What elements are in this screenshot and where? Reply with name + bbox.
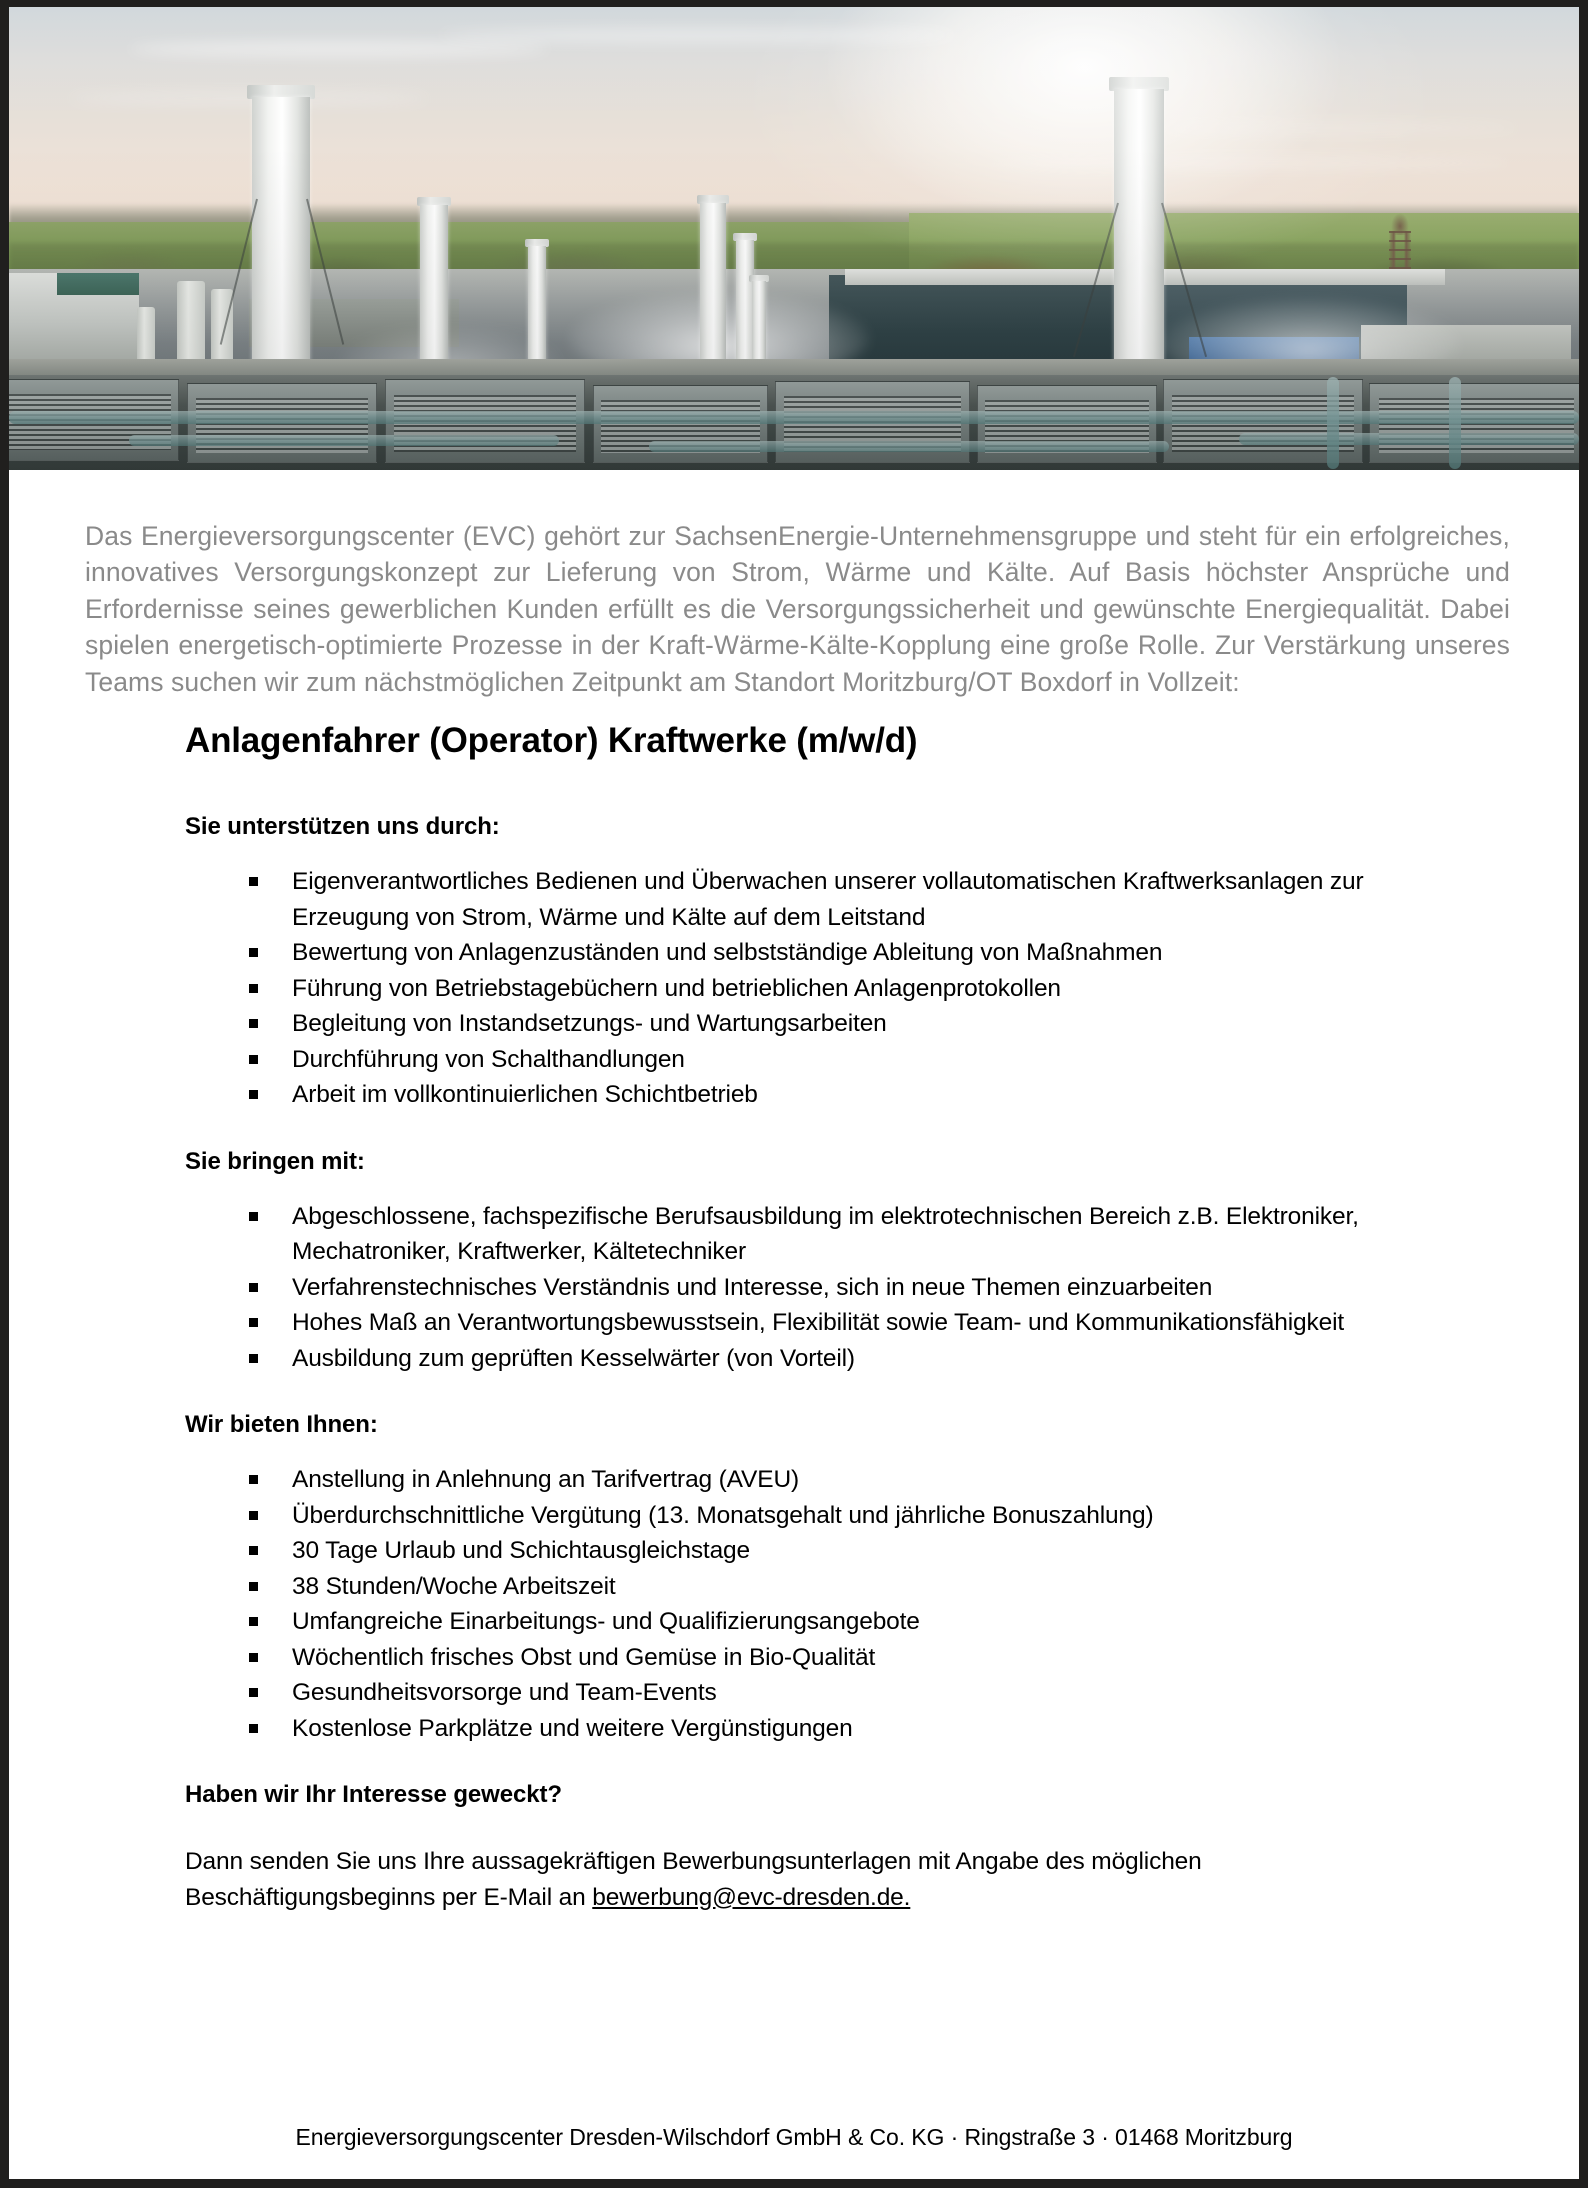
list-item-text: Führung von Betriebstagebüchern und betrieblichen Anlagenprotokollen [292, 974, 1061, 1002]
spacer [185, 1113, 1455, 1147]
list-item-text: Anstellung in Anlehnung an Tarifvertrag (AVEU) [292, 1466, 799, 1493]
list-item [185, 1711, 1455, 1747]
square-bullet-icon [249, 1475, 258, 1484]
square-bullet-icon [249, 1511, 258, 1520]
square-bullet-icon [249, 984, 258, 993]
smokestack [1114, 89, 1164, 399]
process-pipe [9, 411, 1579, 424]
square-bullet-icon [249, 1724, 258, 1733]
list-item [185, 1498, 1455, 1534]
section-heading-benefits: Wir bieten Ihnen: [185, 1411, 378, 1438]
process-pipe-vertical [1449, 377, 1461, 469]
list-item-text: Wöchentlich frisches Obst und Gemüse in Bio-Qualität [292, 1643, 876, 1671]
list-item [185, 1341, 1455, 1377]
intro-paragraph: Das Energieversorgungscenter (EVC) gehört zur SachsenEnergie-Unternehmensgruppe und steht für ein erfolgreiches, innovatives Versorgungskonzept zur Lieferung von Strom, Wärme und Kälte. Auf Basis höchster Ansprüche und Erfordernisse seines gewerblichen Kunden erfüllt es die Versorgungssicherheit und gewünschte Energiequalität. Dabei spielen energetisch-optimierte Prozesse in der Kraft-Wärme-Kälte-Kopplung eine große Rolle. Zur Verstärkung unseres Teams suchen wir zum nächstmöglichen Zeitpunkt am Standort Moritzburg/OT Boxdorf in Vollzeit: [85, 520, 1510, 697]
square-bullet-icon [249, 1019, 258, 1028]
silo [177, 281, 205, 361]
process-pipe-vertical [1327, 377, 1339, 469]
square-bullet-icon [249, 877, 258, 886]
list-item-text: Durchführung von Schalthandlungen [292, 1045, 685, 1073]
square-bullet-icon [249, 1212, 258, 1221]
list-item [185, 864, 1455, 935]
list-item-text: 38 Stunden/Woche Arbeitszeit [292, 1572, 616, 1600]
list-item-text: Überdurchschnittliche Vergütung (13. Monatsgehalt und jährliche Bonuszahlung) [292, 1501, 1154, 1529]
silo [137, 307, 155, 361]
list-item [185, 1006, 1455, 1042]
job-title: Anlagenfahrer (Operator) Kraftwerke (m/w/d) [185, 721, 918, 760]
list-item [185, 1077, 1455, 1113]
list-item-text: Ausbildung zum geprüften Kesselwärter (von Vorteil) [292, 1344, 855, 1372]
list-item-text: Arbeit im vollkontinuierlichen Schichtbetrieb [292, 1081, 758, 1108]
list-item [185, 971, 1455, 1007]
benefits-list [185, 1462, 1455, 1746]
square-bullet-icon [249, 1617, 258, 1626]
list-item [185, 1199, 1455, 1270]
spacer [185, 1177, 1455, 1199]
square-bullet-icon [249, 1318, 258, 1327]
spacer [185, 842, 1455, 864]
list-item-text: Kostenlose Parkplätze und weitere Vergünstigungen [292, 1714, 853, 1742]
list-item [185, 1270, 1455, 1306]
process-pipe [129, 435, 559, 446]
green-wall-panel [57, 273, 139, 295]
square-bullet-icon [249, 1090, 258, 1099]
company-footer: Energieversorgungscenter Dresden-Wilschdorf GmbH & Co. KG · Ringstraße 3 · 01468 Moritzburg [295, 2124, 1293, 2150]
process-pipe [1239, 433, 1579, 445]
square-bullet-icon [249, 948, 258, 957]
spacer [185, 763, 1455, 812]
square-bullet-icon [249, 1283, 258, 1292]
spacer [185, 1810, 1455, 1844]
square-bullet-icon [249, 1546, 258, 1555]
square-bullet-icon [249, 1688, 258, 1697]
list-item-text: Abgeschlossene, fachspezifische Berufsausbildung im elektrotechnischen Bereich z.B. Elektroniker, Mechatroniker, Kraftwerker, Kältetechniker [292, 1202, 1359, 1265]
list-item-text: 30 Tage Urlaub und Schichtausgleichstage [292, 1537, 751, 1564]
spacer [185, 1440, 1455, 1462]
list-item-text: Verfahrenstechnisches Verständnis und Interesse, sich in neue Themen einzuarbeiten [292, 1273, 1213, 1301]
list-item [185, 1042, 1455, 1078]
list-item-text: Begleitung von Instandsetzungs- und Wartungsarbeiten [292, 1010, 887, 1037]
list-item-text: Hohes Maß an Verantwortungsbewusstsein, Flexibilität sowie Team- und Kommunikationsfähigkeit [292, 1309, 1345, 1336]
application-instructions: Dann senden Sie uns Ihre aussagekräftigen Bewerbungsunterlagen mit Angabe des möglichen Beschäftigungsbeginns per E-Mail an [185, 1848, 1202, 1911]
smokestack [252, 97, 310, 397]
cloud-streak [439, 29, 959, 42]
square-bullet-icon [249, 1354, 258, 1363]
application-email-link[interactable]: bewerbung@evc-dresden.de. [592, 1883, 911, 1911]
list-item [185, 1675, 1455, 1711]
square-bullet-icon [249, 1055, 258, 1064]
deck-parapet [9, 359, 1579, 375]
list-item-text: Bewertung von Anlagenzuständen und selbstständige Ableitung von Maßnahmen [292, 939, 1163, 966]
list-item-text: Gesundheitsvorsorge und Team-Events [292, 1679, 717, 1706]
cloud-streak [129, 41, 549, 57]
call-to-action-heading: Haben wir Ihr Interesse geweckt? [185, 1781, 562, 1808]
tasks-list [185, 864, 1455, 1113]
cloud-streak [989, 157, 1509, 169]
square-bullet-icon [249, 1582, 258, 1591]
list-item [185, 1569, 1455, 1605]
list-item [185, 1640, 1455, 1676]
job-ad-content [185, 719, 1455, 1915]
list-item [185, 935, 1455, 971]
process-pipe [649, 441, 1169, 452]
requirements-list [185, 1199, 1455, 1377]
square-bullet-icon [249, 1653, 258, 1662]
call-to-action-text [185, 1844, 1455, 1915]
section-heading-requirements: Sie bringen mit: [185, 1147, 365, 1175]
list-item [185, 1462, 1455, 1498]
cloud-streak [1159, 123, 1519, 133]
list-item [185, 1604, 1455, 1640]
list-item-text: Eigenverantwortliches Bedienen und Überwachen unserer vollautomatischen Kraftwerksanlagen zur Erzeugung von Strom, Wärme und Kälte auf dem Leitstand [292, 868, 1364, 931]
list-item [185, 1305, 1455, 1341]
list-item [185, 1533, 1455, 1569]
list-item-text: Umfangreiche Einarbeitungs- und Qualifizierungsangebote [292, 1608, 920, 1635]
hero-photo [9, 7, 1579, 470]
spacer [185, 1376, 1455, 1410]
spacer [185, 1746, 1455, 1780]
section-heading-tasks: Sie unterstützen uns durch: [185, 813, 500, 840]
